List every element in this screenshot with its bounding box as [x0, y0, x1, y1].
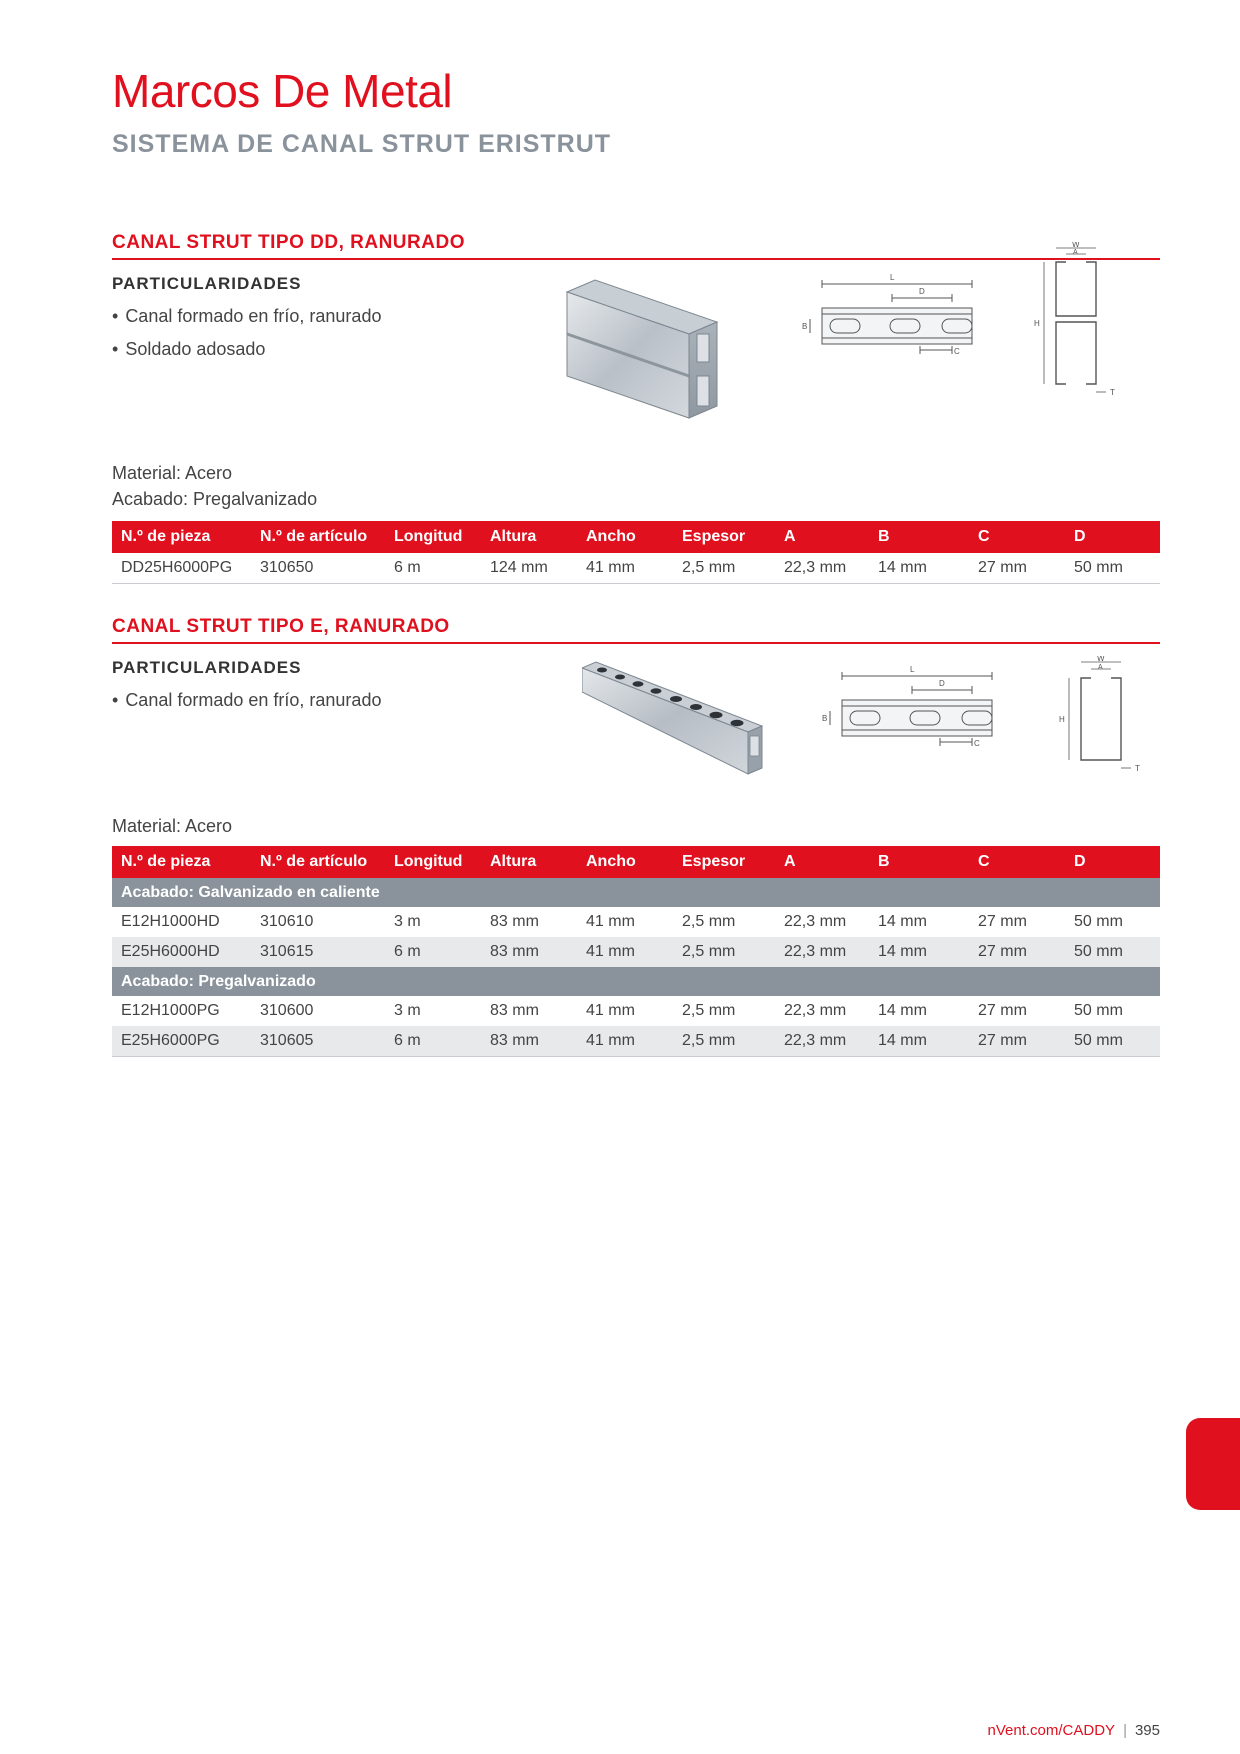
- col-header: D: [1065, 521, 1160, 553]
- section-heading: CANAL STRUT TIPO E, RANURADO: [112, 616, 1160, 644]
- group-label: Acabado: Pregalvanizado: [112, 967, 1160, 996]
- col-header: A: [775, 846, 869, 878]
- slot-diagram-dd: [802, 262, 1002, 372]
- feature-item: • Canal formado en frío, ranurado: [112, 690, 1160, 711]
- spec-table-e: [112, 846, 1160, 1057]
- dim-label-b: B: [822, 714, 828, 723]
- cell: 27 mm: [969, 1026, 1065, 1057]
- cell: E25H6000PG: [112, 1026, 251, 1057]
- profile-diagram-dd: [1032, 242, 1132, 402]
- cell: 27 mm: [969, 937, 1065, 967]
- feature-item: • Canal formado en frío, ranurado: [112, 306, 1160, 327]
- table-header-row: [112, 521, 1160, 553]
- col-header: D: [1065, 846, 1160, 878]
- col-header: N.º de artículo: [251, 521, 385, 553]
- cell: 2,5 mm: [673, 553, 775, 584]
- dim-label-a: A: [1098, 664, 1103, 671]
- slot-diagram-e: [822, 662, 1022, 762]
- cell: 3 m: [394, 1002, 421, 1019]
- table-row: [112, 937, 1160, 967]
- col-header: Espesor: [673, 846, 775, 878]
- col-header: B: [869, 521, 969, 553]
- col-header: A: [775, 521, 869, 553]
- cell: 14 mm: [869, 1026, 969, 1057]
- col-header: B: [869, 846, 969, 878]
- table-row: [112, 907, 1160, 937]
- page-number: 395: [1134, 1722, 1160, 1739]
- cell: 27 mm: [969, 553, 1065, 584]
- cell: 310610: [260, 913, 314, 930]
- footer-separator: |: [1123, 1722, 1127, 1739]
- cell: 83 mm: [481, 937, 577, 967]
- product-photo-e: [582, 656, 832, 786]
- product-photo-dd: [555, 272, 841, 422]
- page-title: Marcos De Metal: [112, 65, 453, 117]
- col-header: Espesor: [673, 521, 775, 553]
- cell: 50 mm: [1074, 1002, 1123, 1019]
- features-label: PARTICULARIDADES: [112, 658, 302, 677]
- cell: 310600: [260, 1002, 314, 1019]
- dim-label-d: D: [919, 287, 925, 296]
- group-row: [112, 967, 1160, 996]
- col-header: C: [969, 846, 1065, 878]
- cell: 41 mm: [577, 937, 673, 967]
- cell: 22,3 mm: [775, 1026, 869, 1057]
- cell: 6 m: [385, 937, 481, 967]
- cell: 2,5 mm: [673, 937, 775, 967]
- material-info: [112, 460, 317, 512]
- cell: 310605: [251, 1026, 385, 1057]
- col-header: Altura: [481, 521, 577, 553]
- cell: 50 mm: [1065, 1026, 1160, 1057]
- cell: 41 mm: [586, 1002, 635, 1019]
- chapter-tab: [1186, 1418, 1240, 1510]
- cell: DD25H6000PG: [112, 553, 251, 584]
- cell: 6 m: [385, 553, 481, 584]
- table-row: [112, 1026, 1160, 1057]
- dim-label-l: L: [890, 273, 895, 282]
- col-header: N.º de pieza: [112, 521, 251, 553]
- col-header: N.º de pieza: [112, 846, 251, 878]
- spec-table-dd: [112, 521, 1160, 584]
- col-header: Altura: [481, 846, 577, 878]
- cell: 41 mm: [586, 913, 635, 930]
- page-footer: [988, 1722, 1161, 1739]
- cell: 50 mm: [1074, 913, 1123, 930]
- section-dd: [112, 232, 1160, 576]
- dim-label-b: B: [802, 322, 808, 331]
- page-subtitle: SISTEMA DE CANAL STRUT ERISTRUT: [112, 130, 612, 158]
- cell: 124 mm: [481, 553, 577, 584]
- group-row: [112, 878, 1160, 907]
- cell: E25H6000HD: [112, 937, 251, 967]
- cell: 310615: [251, 937, 385, 967]
- dim-label-d: D: [939, 679, 945, 688]
- cell: 50 mm: [1065, 937, 1160, 967]
- dim-label-t: T: [1110, 388, 1115, 397]
- dim-label-c: C: [954, 347, 960, 356]
- cell: 22,3 mm: [775, 553, 869, 584]
- material-text: Material: Acero: [112, 816, 233, 836]
- table-row: [112, 996, 1160, 1026]
- dim-label-h: H: [1059, 715, 1065, 724]
- cell: E12H1000HD: [121, 913, 220, 930]
- col-header: Longitud: [385, 521, 481, 553]
- cell: 41 mm: [577, 1026, 673, 1057]
- footer-site-link[interactable]: nVent.com/CADDY: [987, 1722, 1116, 1739]
- cell: 83 mm: [481, 1026, 577, 1057]
- feature-item: • Soldado adosado: [112, 339, 1160, 360]
- cell: 83 mm: [490, 1002, 539, 1019]
- cell: 14 mm: [878, 913, 927, 930]
- cell: 83 mm: [490, 913, 539, 930]
- cell: E12H1000PG: [121, 1002, 220, 1019]
- cell: 2,5 mm: [682, 913, 736, 930]
- col-header: Longitud: [385, 846, 481, 878]
- finish-text: Acabado: Pregalvanizado: [112, 489, 318, 509]
- cell: 14 mm: [878, 1002, 927, 1019]
- cell: 41 mm: [577, 553, 673, 584]
- table-header-row: [112, 846, 1160, 878]
- material-info: [112, 813, 232, 839]
- col-header: Ancho: [577, 846, 673, 878]
- profile-diagram-e: [1057, 656, 1157, 776]
- cell: 3 m: [394, 913, 421, 930]
- col-header: N.º de artículo: [251, 846, 385, 878]
- cell: 27 mm: [978, 1002, 1027, 1019]
- dim-label-l: L: [910, 665, 915, 674]
- cell: 2,5 mm: [673, 1026, 775, 1057]
- dim-label-a: A: [1073, 249, 1078, 256]
- dim-label-t: T: [1135, 764, 1140, 773]
- cell: 50 mm: [1065, 553, 1160, 584]
- cell: 22,3 mm: [784, 1002, 847, 1019]
- col-header: Ancho: [577, 521, 673, 553]
- section-heading: CANAL STRUT TIPO DD, RANURADO: [112, 232, 1160, 260]
- dim-label-w: W: [1097, 656, 1105, 663]
- section-e: [112, 616, 1160, 1049]
- dim-label-c: C: [974, 739, 980, 748]
- cell: 22,3 mm: [784, 913, 847, 930]
- dim-label-h: H: [1034, 319, 1040, 328]
- dim-label-w: W: [1072, 242, 1080, 249]
- cell: 310650: [251, 553, 385, 584]
- cell: 14 mm: [869, 553, 969, 584]
- material-text: Material: Acero: [112, 463, 233, 483]
- cell: 2,5 mm: [682, 1002, 736, 1019]
- cell: 27 mm: [978, 913, 1027, 930]
- features-label: PARTICULARIDADES: [112, 274, 302, 293]
- cell: 6 m: [385, 1026, 481, 1057]
- col-header: C: [969, 521, 1065, 553]
- table-row: [112, 553, 1160, 584]
- cell: 22,3 mm: [775, 937, 869, 967]
- group-label: Acabado: Galvanizado en caliente: [112, 878, 1160, 907]
- cell: 14 mm: [869, 937, 969, 967]
